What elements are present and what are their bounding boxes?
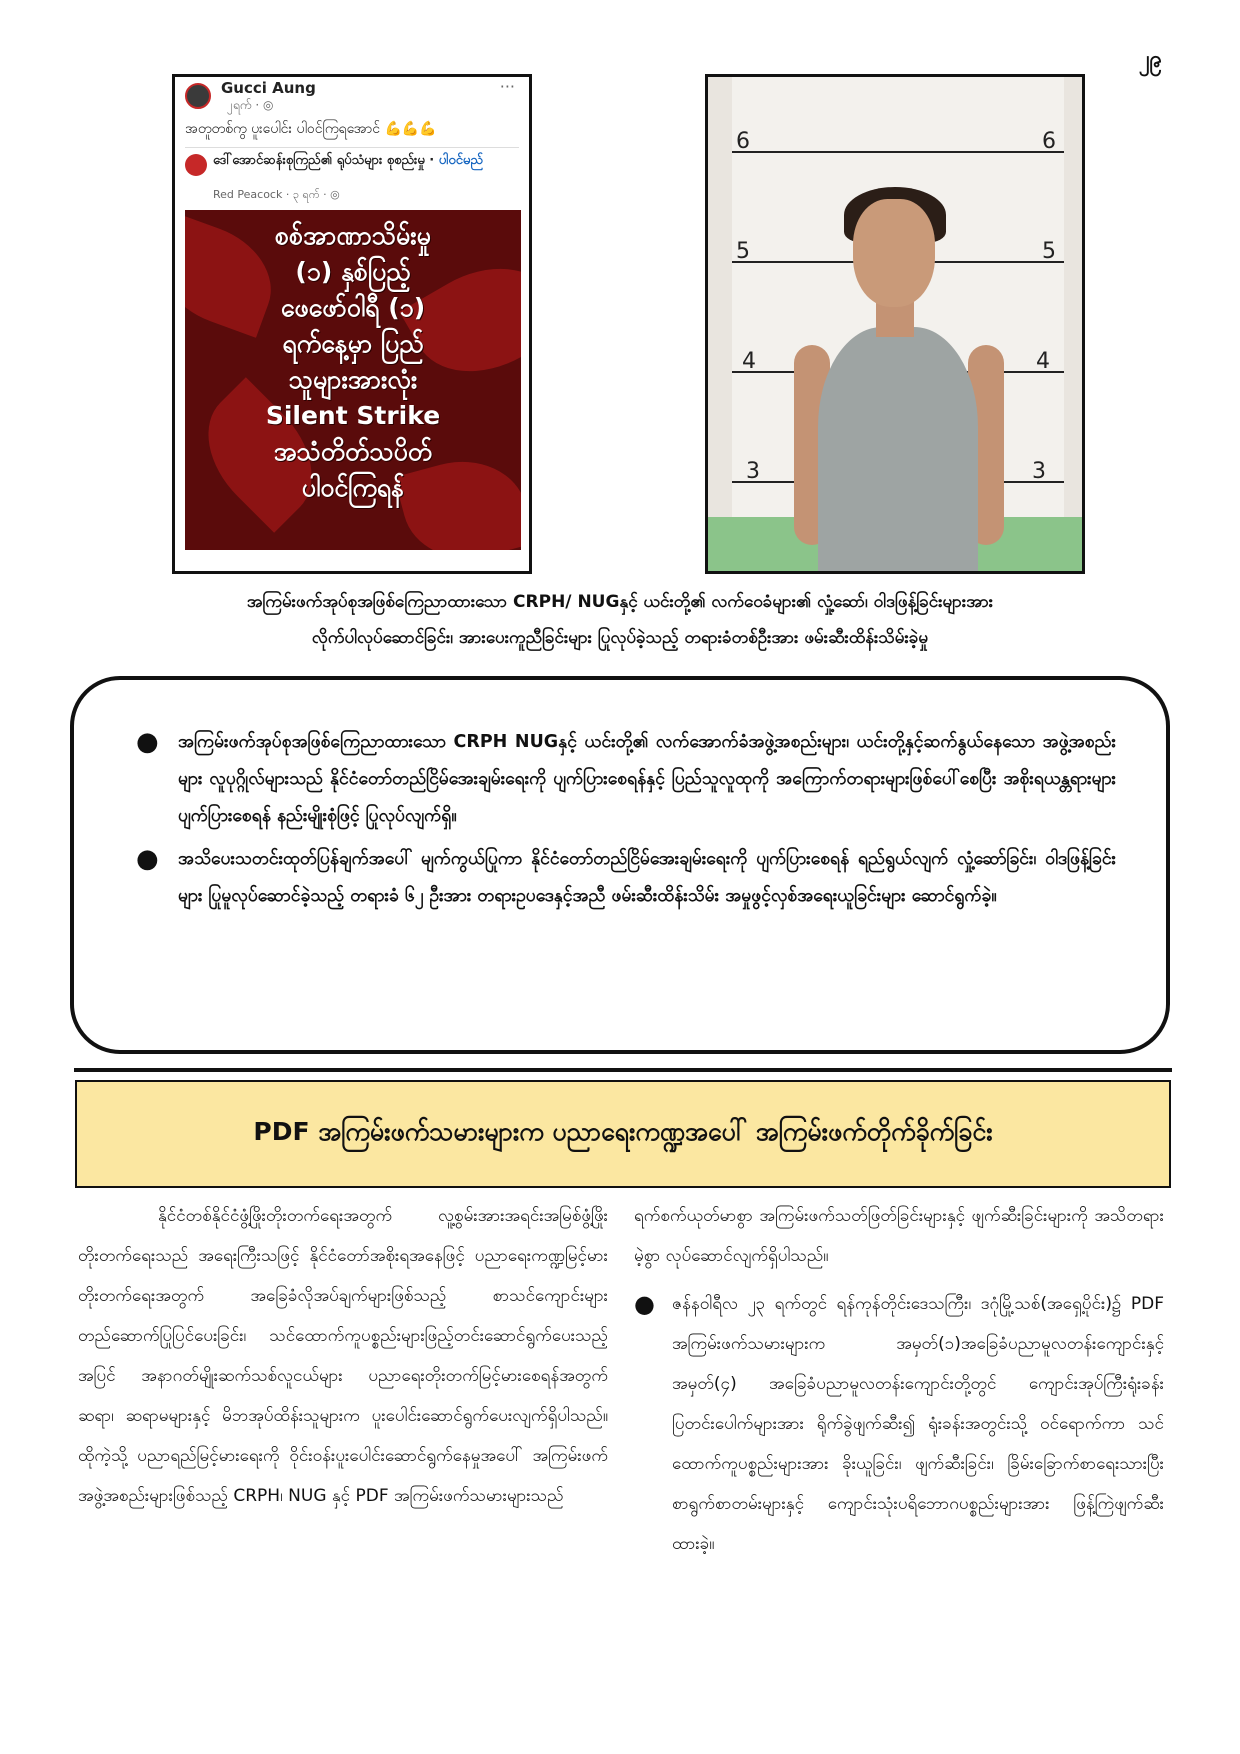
bullet-icon: ● bbox=[634, 1290, 655, 1318]
height-label: 5 bbox=[736, 239, 750, 264]
height-label: 3 bbox=[1032, 459, 1046, 484]
shared-avatar bbox=[185, 154, 207, 176]
poster-line: ပါဝင်ကြရန် bbox=[301, 473, 405, 502]
section-headline: PDF အကြမ်းဖက်သမားများက ပညာရေးကဏ္ဍအပေါ် အကြမ်းဖက်တိုက်ခိုက်ခြင်း bbox=[253, 1116, 993, 1146]
body-paragraph-continued: ရက်စက်ယုတ်မာစွာ အကြမ်းဖက်သတ်ဖြတ်ခြင်းများနှင့် ဖျက်ဆီးခြင်းများကို အသိတရားမဲ့စွာ လုပ်ဆောင်လျက်ရှိပါသည်။ bbox=[634, 1206, 1164, 1266]
height-label: 4 bbox=[742, 349, 756, 374]
poster-text bbox=[185, 210, 521, 506]
person-torso bbox=[818, 327, 978, 574]
facebook-post-screenshot bbox=[172, 74, 532, 574]
shared-post-title-text: ဒေါ်အောင်ဆန်းစုကြည်၏ ရုပ်သံများ စုစည်းမှု bbox=[213, 153, 425, 168]
caption-line: လိုက်ပါလုပ်ဆောင်ခြင်း၊ အားပေးကူညီခြင်းများ ပြုလုပ်ခဲ့သည့် တရားခံတစ်ဦးအား ဖမ်းဆီးထိန်းသိမ်းခဲ့မှု bbox=[311, 628, 929, 648]
person-face bbox=[853, 199, 935, 307]
post-text bbox=[175, 115, 529, 139]
poster-line: Silent Strike bbox=[265, 401, 441, 430]
poster-line: ရက်နေ့မှာ ပြည် bbox=[282, 329, 424, 358]
poster-line: (၁) နှစ်ပြည့် bbox=[295, 257, 411, 286]
mugshot-photo bbox=[705, 74, 1085, 574]
figure-caption bbox=[120, 584, 1120, 656]
body-bullet bbox=[634, 1284, 1164, 1564]
height-label: 3 bbox=[746, 459, 760, 484]
summary-box bbox=[70, 676, 1170, 1054]
height-label: 5 bbox=[1042, 239, 1056, 264]
poster-line: ဖေဖော်ဝါရီ (၁) bbox=[280, 293, 426, 322]
height-line bbox=[732, 151, 1064, 153]
post-text-body: အတူတစ်ကွ ပူးပေါင်း ပါဝင်ကြရအောင် bbox=[185, 121, 381, 137]
body-column-right bbox=[634, 1196, 1164, 1564]
height-label: 6 bbox=[1042, 129, 1056, 154]
poster-line: အသံတိတ်သပိတ် bbox=[273, 437, 433, 466]
summary-bullet-text: အသိပေးသတင်းထုတ်ပြန်ချက်အပေါ် မျက်ကွယ်ပြုကာ နိုင်ငံတော်တည်ငြိမ်အေးချမ်းရေးကို ပျက်ပြားစေရန် ရည်ရွယ်လျက် လှုံ့ဆော်ခြင်း၊ ဝါဒဖြန့်ခြင်းများ ပြုမူလုပ်ဆောင်ခဲ့သည့် တရားခံ ၆၂ ဦးအား တရားဥပဒေနှင့်အညီ ဖမ်းဆီးထိန်းသိမ်း အမှုဖွင့်လှစ်အရေးယူခြင်းများ ဆောင်ရွက်ခဲ့။ bbox=[178, 849, 1116, 906]
strike-poster bbox=[185, 210, 521, 550]
section-divider bbox=[74, 1068, 1172, 1072]
poster-line: သူများအားလုံး bbox=[288, 365, 418, 394]
post-time: ၂ရက် · ◎ bbox=[227, 98, 274, 112]
shared-post bbox=[185, 147, 519, 547]
height-label: 4 bbox=[1036, 349, 1050, 374]
page-number: ၂၉ bbox=[1138, 47, 1162, 72]
poster-line: စစ်အာဏာသိမ်းမှု bbox=[275, 221, 431, 250]
more-options-icon: ··· bbox=[499, 77, 515, 96]
shared-post-header bbox=[185, 148, 519, 206]
shared-post-meta: Red Peacock · ၃ ရက် · ◎ bbox=[213, 188, 340, 201]
post-header bbox=[175, 77, 529, 115]
shared-post-title: ဒေါ်အောင်ဆန်းစုကြည်၏ ရုပ်သံများ စုစည်းမှု · ပါဝင်မည် bbox=[213, 153, 483, 168]
summary-bullet-text: အကြမ်းဖက်အုပ်စုအဖြစ်ကြေညာထားသော CRPH NUGနှင့် ယင်းတို့၏ လက်အောက်ခံအဖွဲ့အစည်းများ၊ ယင်းတို့နှင့်ဆက်နွယ်နေသော အဖွဲ့အစည်းများ လူပုဂ္ဂိုလ်များသည် နိုင်ငံတော်တည်ငြိမ်အေးချမ်းရေးကို ပျက်ပြားစေရန်နှင့် ပြည်သူလူထုကို အကြောက်တရားများဖြစ်ပေါ်စေပြီး အစိုးရယန္တရားများပျက်ပြားစေရန် နည်းမျိုးစုံဖြင့် ပြုလုပ်လျက်ရှိ။ bbox=[178, 732, 1116, 826]
body-column-left: နိုင်ငံတစ်နိုင်ငံဖွံ့ဖြိုးတိုးတက်ရေးအတွက် လူ့စွမ်းအားအရင်းအမြစ်ဖွံ့ဖြိုးတိုးတက်ရေးသည် အရေးကြီးသဖြင့် နိုင်ငံတော်အစိုးရအနေဖြင့် ပညာရေးကဏ္ဍမြင့်မားတိုးတက်ရေးအတွက် အခြေခံလိုအပ်ချက်များဖြစ်သည့် စာသင်ကျောင်းများ တည်ဆောက်ပြုပြင်ပေးခြင်း၊ သင်ထောက်ကူပစ္စည်းများဖြည့်တင်းဆောင်ရွက်ပေးသည့်အပြင် အနာဂတ်မျိုးဆက်သစ်လူငယ်များ ပညာရေးတိုးတက်မြင့်မားစေရန်အတွက် ဆရာ၊ ဆရာမများနှင့် မိဘအုပ်ထိန်းသူများက ပူးပေါင်းဆောင်ရွက်ပေးလျက်ရှိပါသည်။ ထိုကဲ့သို့ ပညာရည်မြင့်မားရေးကို ဝိုင်းဝန်းပူးပေါင်းဆောင်ရွက်နေမှုအပေါ် အကြမ်းဖက်အဖွဲ့အစည်းများဖြစ်သည့် CRPH၊ NUG နှင့် PDF အကြမ်းဖက်သမားများသည် bbox=[78, 1206, 608, 1506]
caption-line: အကြမ်းဖက်အုပ်စုအဖြစ်ကြေညာထားသော CRPH/ NUGနှင့် ယင်းတို့၏ လက်ဝေခံများ၏ လှုံ့ဆော်၊ ဝါဒဖြန့်ခြင်းများအား bbox=[246, 592, 994, 612]
summary-bullet bbox=[136, 841, 1116, 915]
poster-name: Gucci Aung bbox=[221, 79, 316, 97]
join-link: ပါဝင်မည် bbox=[438, 153, 483, 168]
avatar bbox=[185, 83, 211, 109]
bullet-icon: ● bbox=[136, 727, 159, 757]
bullet-icon: ● bbox=[136, 844, 159, 874]
body-bullet-text: ဇန်နဝါရီလ ၂၃ ရက်တွင် ရန်ကုန်တိုင်းဒေသကြီး၊ ဒဂုံမြို့သစ်(အရှေ့ပိုင်း)၌ PDF အကြမ်းဖက်သမားများက အမှတ်(၁)အခြေခံပညာမူလတန်းကျောင်းနှင့် အမှတ်(၄) အခြေခံပညာမူလတန်းကျောင်းတို့တွင် ကျောင်းအုပ်ကြီးရုံးခန်းပြတင်းပေါက်များအား ရိုက်ခွဲဖျက်ဆီး၍ ရုံးခန်းအတွင်းသို့ ဝင်ရောက်ကာ သင်ထောက်ကူပစ္စည်းများအား ခိုးယူခြင်း၊ ဖျက်ဆီးခြင်း၊ ခြိမ်းခြောက်စာရေးသားပြီး စာရွက်စာတမ်းများနှင့် ကျောင်းသုံးပရိဘောဂပစ္စည်းများအား ဖြန့်ကြဲဖျက်ဆီးထားခဲ့။ bbox=[672, 1294, 1164, 1554]
summary-bullet bbox=[136, 724, 1116, 835]
section-headline-box bbox=[75, 1080, 1171, 1188]
height-label: 6 bbox=[736, 129, 750, 154]
flexed-biceps-icon: 💪💪💪 bbox=[384, 121, 437, 137]
